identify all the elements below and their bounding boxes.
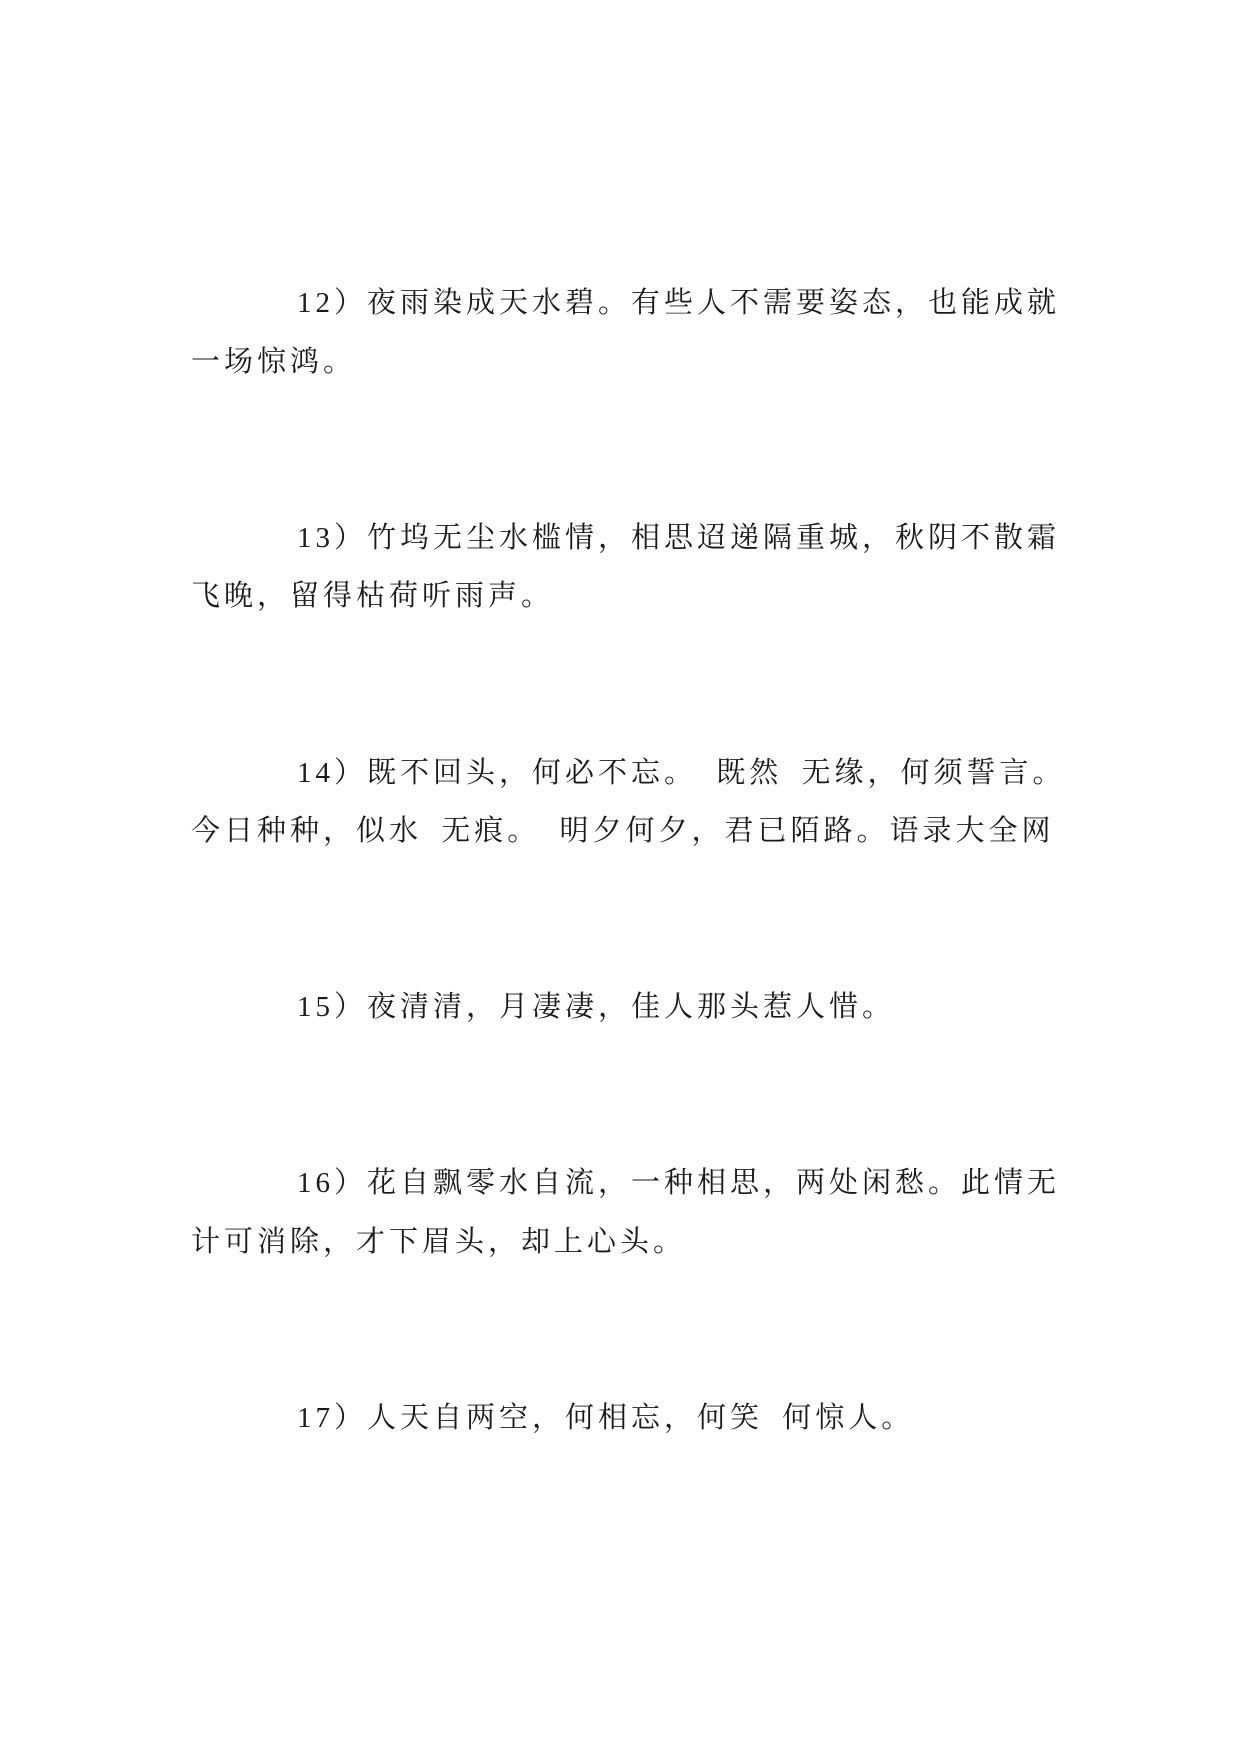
paragraph-16-line-2: 计可消除，才下眉头，却上心头。 bbox=[191, 1226, 687, 1259]
paragraph-17 bbox=[191, 1389, 1071, 1448]
paragraph-14 bbox=[191, 744, 1071, 861]
paragraph-14-line-2: 今日种种，似水 无痕。 明夕何夕，君已陌路。语录大全网 bbox=[191, 815, 1055, 848]
paragraph-16-line-1: 16）花自飘零水自流，一种相思，两处闲愁。此情无 bbox=[297, 1167, 1061, 1200]
paragraph-13-line-2: 飞晚，留得枯荷听雨声。 bbox=[191, 580, 555, 613]
paragraph-14-line-1: 14）既不回头，何必不忘。 既然 无缘，何须誓言。 bbox=[297, 756, 1066, 789]
paragraph-17-line-1: 17）人天自两空，何相忘，何笑 何惊人。 bbox=[297, 1402, 915, 1435]
paragraph-12-line-1: 12）夜雨染成天水碧。有些人不需要姿态，也能成就 bbox=[297, 287, 1061, 319]
paragraph-12 bbox=[191, 274, 1071, 391]
paragraph-12-line-2: 一场惊鸿。 bbox=[191, 345, 357, 378]
paragraph-15 bbox=[191, 978, 1071, 1037]
document-body bbox=[191, 274, 1071, 1448]
paragraph-13-line-1: 13）竹坞无尘水槛情，相思迢递隔重城，秋阴不散霜 bbox=[297, 521, 1061, 554]
paragraph-13 bbox=[191, 509, 1071, 626]
paragraph-16 bbox=[191, 1154, 1071, 1271]
paragraph-15-line-1: 15）夜清清，月凄凄，佳人那头惹人惜。 bbox=[297, 991, 896, 1024]
